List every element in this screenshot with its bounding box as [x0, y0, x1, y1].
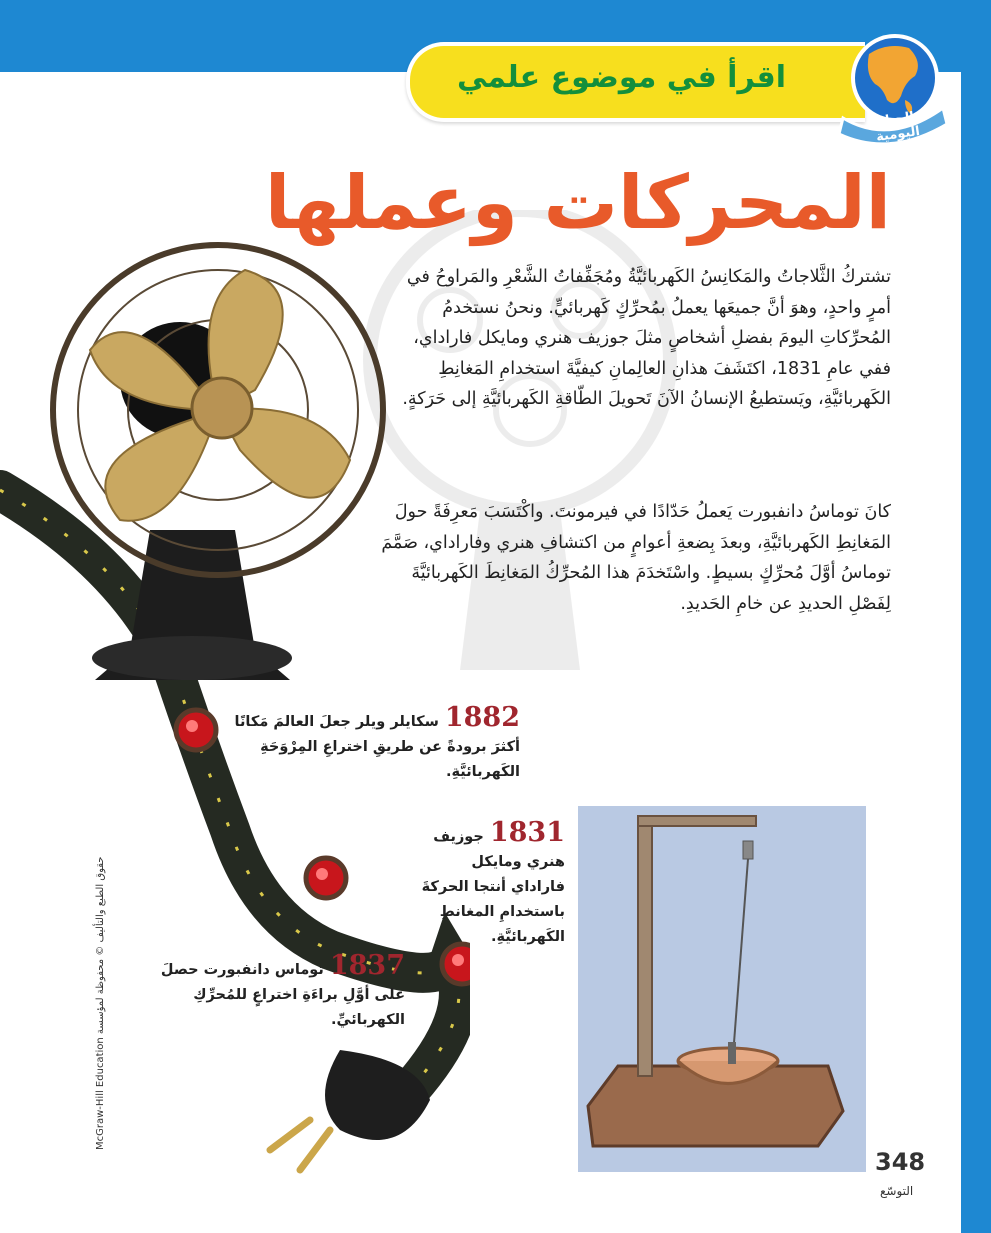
copyright-notice: McGraw-Hill Education حقوق الطبع والتأليف © محفوظة لمؤسسة: [95, 856, 106, 1150]
event-year: 1831: [489, 817, 565, 848]
timeline-event-1882: [220, 702, 520, 785]
paragraph-2: كانَ توماسُ دانفبورت يَعملُ حَدّادًا في فيرمونتَ. واكْتَسَبَ مَعرِفَةً حولَ المَغانِطِ الكَهربائيَّةِ، وبعدَ بِضعةِ أعوامٍ من اكتشافِ هنري وفاراداي، صَمَّمَ توماسُ أوَّلَ مُحرِّكٍ بسيطٍ. واسْتَخدَمَ هذا المُحرِّكُ المَغانِطَ الكَهربائيَّةَ لِفَصْلِ الحديدِ عن خامِ الحَديدِ.: [381, 502, 891, 614]
paragraph-1: تشتركُ الثَّلاجاتُ والمَكانِسُ الكَهربائيَّةُ ومُجَفِّفاتُ الشَّعْرِ والمَراوحُ في أمرٍ واحدٍ، وهوَ أنَّ جميعَها يعملُ بمُحرِّكٍ كَهربائيٍّ. ونحنُ نستخدمُ المُحرِّكاتِ اليومَ بفضلِ أشخاصٍ مثلَ جوزيف هنري ومايكل فاراداي، ففي عامِ 1831، اكتَشَفَ هذانِ العالِمانِ كيفيَّةَ استخدامِ المَغانِطِ الكَهربائيَّةِ، ويَستطيعُ الإنسانُ الآنَ تَحويلَ الطّاقةِ الكَهربائيَّةِ إلى حَرَكةٍ.: [402, 267, 891, 409]
section-banner: [406, 42, 865, 122]
right-blue-bar: [961, 60, 991, 1233]
faraday-experiment-illustration: [578, 806, 866, 1172]
page-section-label: التوسّع: [880, 1184, 914, 1198]
everyday-life-badge: [825, 26, 955, 146]
event-year: 1837: [329, 950, 405, 981]
timeline-event-1837: [140, 950, 405, 1033]
event-text: جوزيف هنري ومايكل فاراداي أنتجا الحركةَ باستخدامِ المغانطِ الكَهربائيَّةِ.: [421, 829, 565, 945]
event-text: توماس دانفبورت حصلَ على أوَّلِ براءَةِ اختراعٍ للمُحرِّكِ الكهربائيِّ.: [160, 962, 405, 1028]
page-number: 348: [875, 1148, 926, 1176]
badge-label: الحياة اليومية: [875, 109, 921, 145]
banner-title: اقرأ في موضوع علمي: [456, 60, 787, 95]
page-title: المحركات وعملها: [264, 160, 891, 246]
timeline-event-1831: [420, 817, 565, 950]
event-text: سكايلر ويلر جعلَ العالمَ مَكانًا أكثرَ برودةً عن طريقِ اختراعِ المِرْوَحَةِ الكَهربائيَّةِ.: [234, 714, 520, 780]
event-year: 1882: [444, 702, 520, 733]
